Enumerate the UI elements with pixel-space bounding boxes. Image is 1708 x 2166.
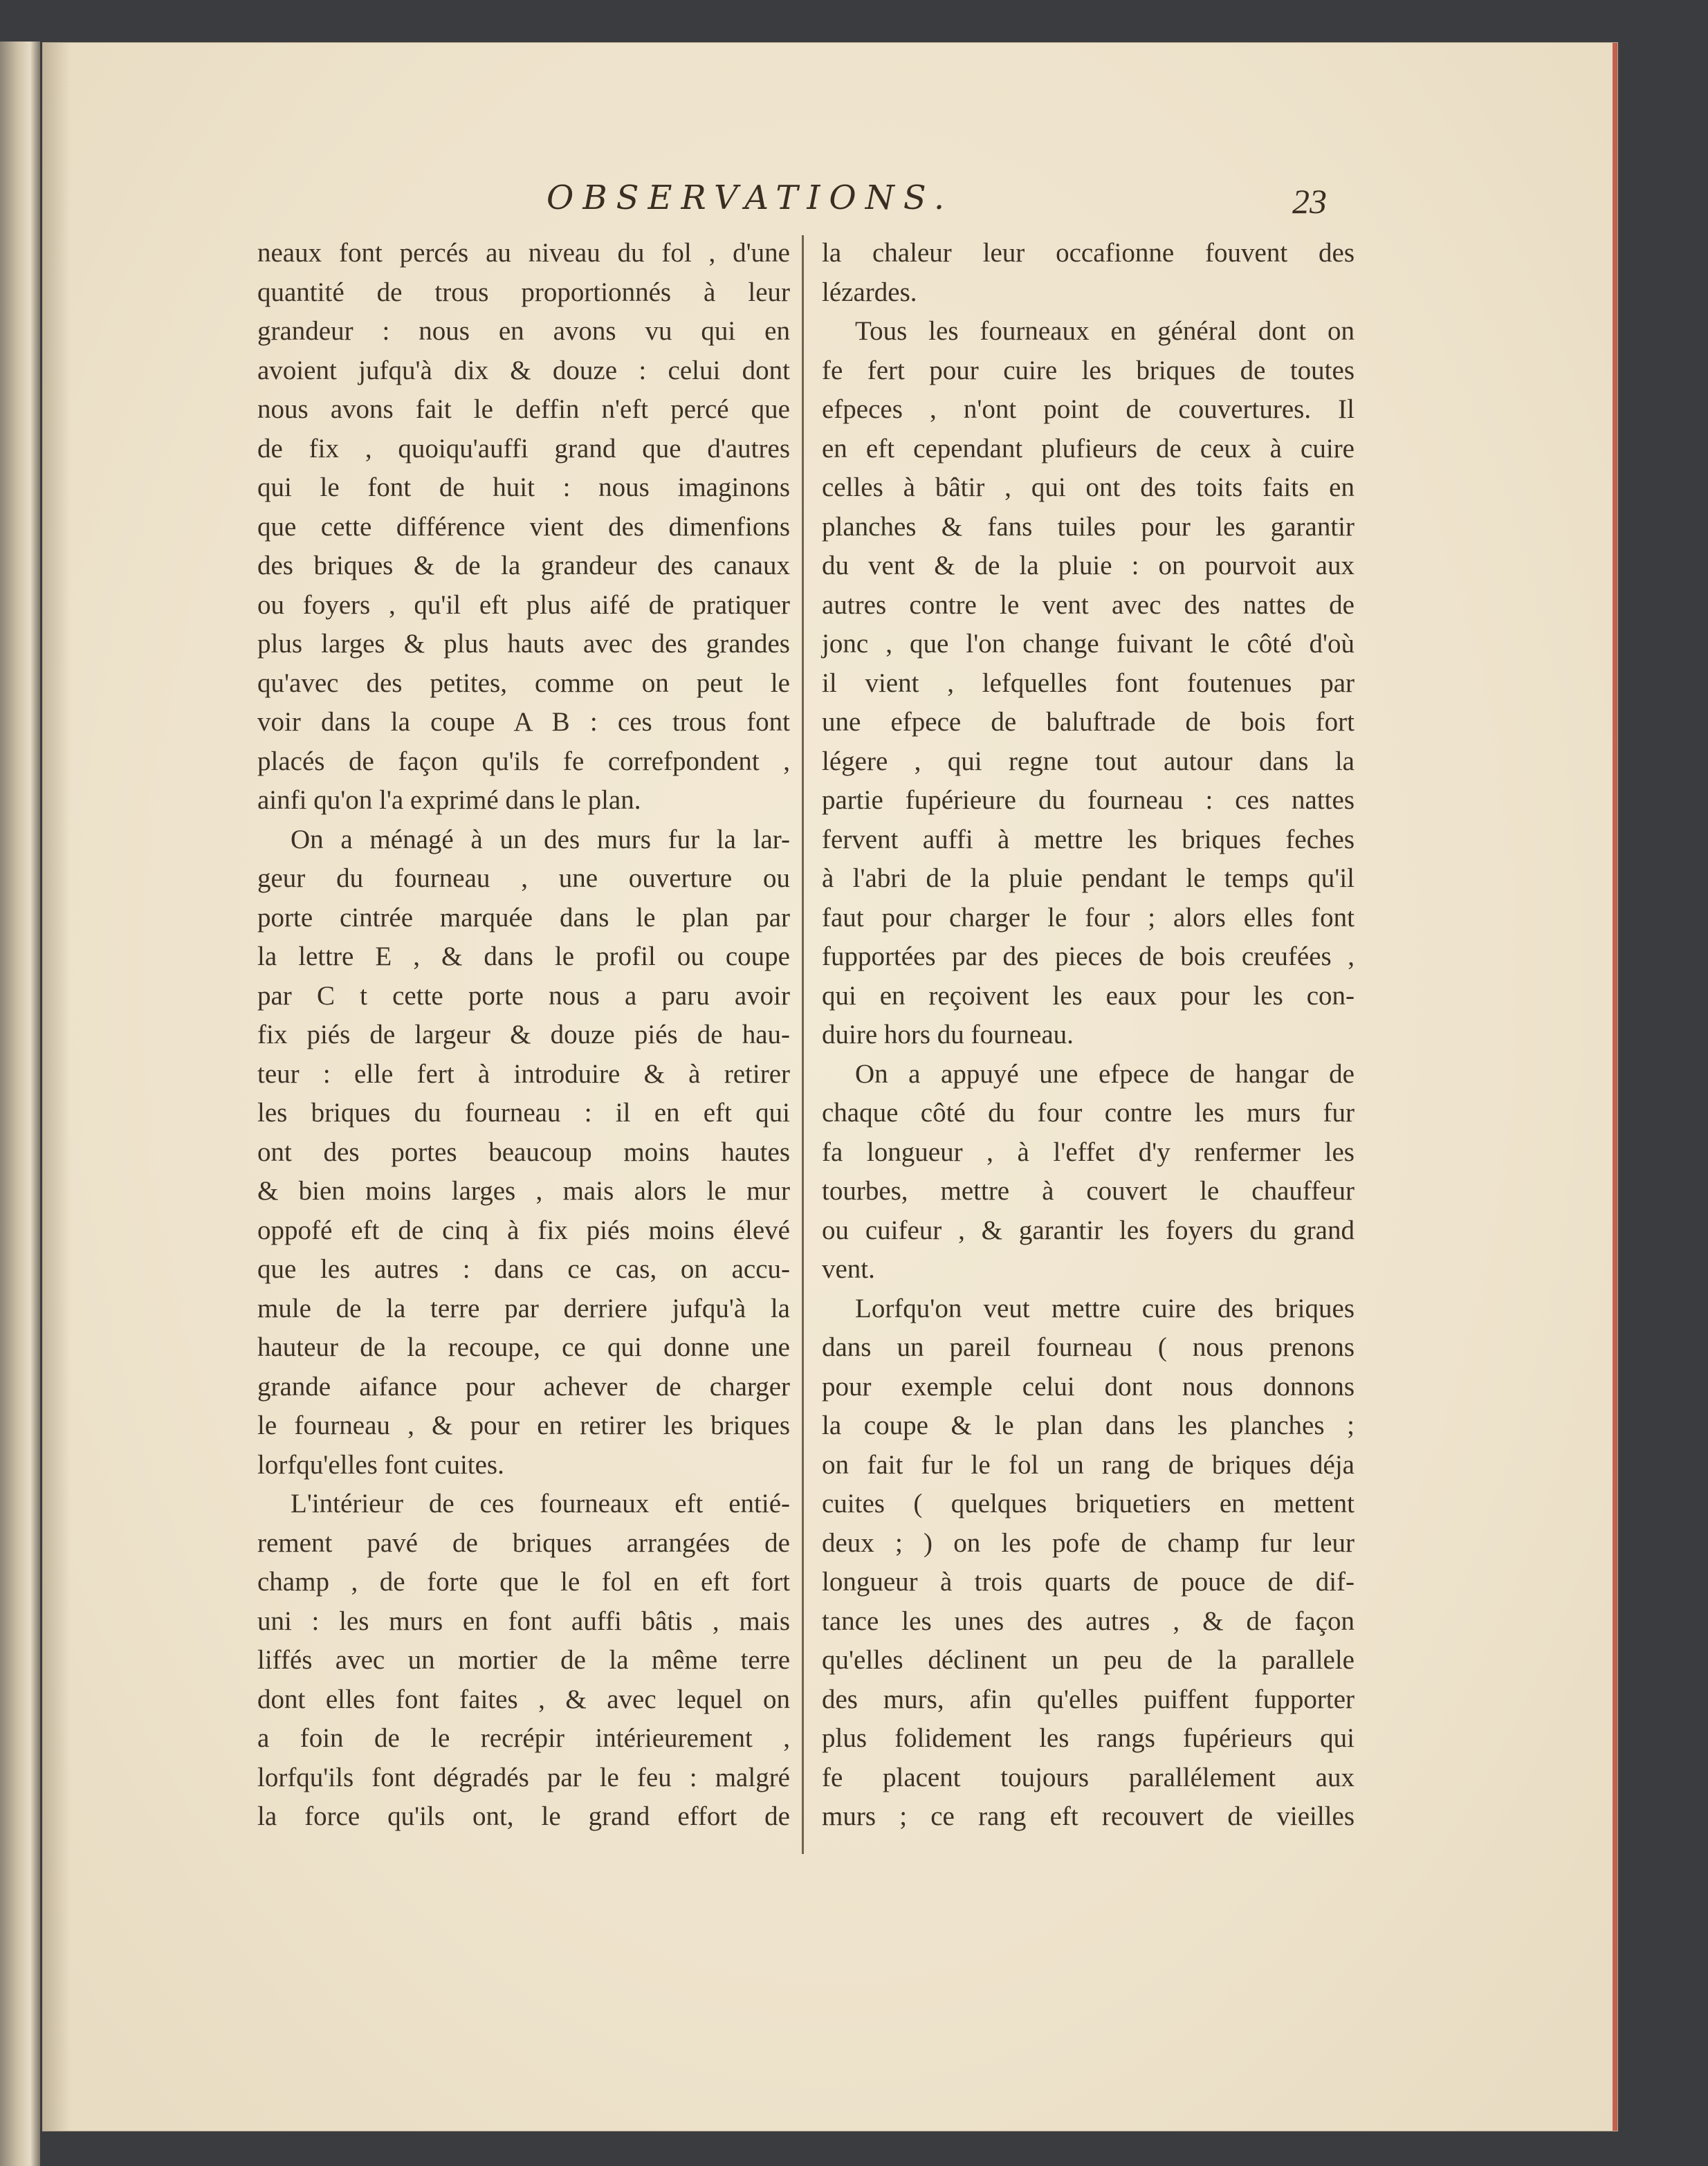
text-line: par C t cette porte nous a paru avoir [257,980,790,1011]
text-line: tourbes, mettre à couvert le chauffeur [822,1176,1355,1206]
text-line: & bien moins larges , mais alors le mur [257,1176,790,1206]
text-line: Tous les fourneaux en général dont on [855,316,1355,346]
text-line: pour exemple celui dont nous donnons [822,1371,1355,1402]
text-line: la coupe & le plan dans les planches ; [822,1411,1355,1440]
text-line: geur du fourneau , une ouverture ou [257,863,790,893]
text-line: celles à bâtir , qui ont des toits faits en [822,472,1355,502]
text-line: murs ; ce rang eft recouvert de vieilles [822,1801,1355,1831]
text-line: fa longueur , à l'effet d'y renfermer les [822,1137,1355,1167]
text-line: ainfi qu'on l'a exprimé dans le plan. [257,785,641,815]
text-line: grandeur : nous en avons vu qui en [257,316,790,346]
text-line: mule de la terre par derriere jufqu'à la [257,1293,790,1323]
text-line: une efpece de baluftrade de bois fort [822,707,1355,737]
text-line: longueur à trois quarts de pouce de dif- [822,1567,1355,1597]
text-line: faut pour charger le four ; alors elles font [822,902,1355,933]
text-line: on fait fur le fol un rang de briques déja [822,1449,1355,1480]
text-line: plus folidement les rangs fupérieurs qui [822,1723,1355,1753]
text-line: des murs, afin qu'elles puiffent fupporter [822,1684,1355,1714]
text-line: autres contre le vent avec des nattes de [822,589,1355,620]
text-line: deux ; ) on les pofe de champ fur leur [822,1527,1355,1558]
text-line: ont des portes beaucoup moins hautes [257,1137,790,1167]
text-line: lézardes. [822,277,917,307]
text-line: On a appuyé une efpece de hangar de [855,1058,1355,1089]
text-line: plus larges & plus hauts avec des grandes [257,629,790,659]
text-line: cuites ( quelques briquetiers en mettent [822,1489,1355,1518]
text-line: efpeces , n'ont point de couvertures. Il [822,394,1355,424]
text-line: lorfqu'ils font dégradés par le feu : malgré [257,1762,790,1792]
text-line: chaque côté du four contre les murs fur [822,1098,1355,1128]
text-column-right [822,234,1355,1837]
text-line: liffés avec un mortier de la même terre [257,1645,790,1675]
text-line: qu'elles déclinent un peu de la parallele [822,1645,1355,1675]
text-line: jonc , que l'on change fuivant le côté d'où [822,629,1355,659]
text-line: grande aifance pour achever de charger [257,1371,790,1402]
text-line: ou cuifeur , & garantir les foyers du grand [822,1215,1355,1245]
text-line: partie fupérieure du fourneau : ces nattes [822,785,1355,815]
text-line: ou foyers , qu'il eft plus aifé de pratiquer [257,589,790,620]
running-title: OBSERVATIONS. [547,178,954,217]
text-line: fupportées par des pieces de bois creufées , [822,942,1355,971]
text-line: dans un pareil fourneau ( nous prenons [822,1332,1355,1362]
text-line: neaux font percés au niveau du fol , d'une [257,238,790,268]
text-line: planches & fans tuiles pour les garantir [822,511,1355,542]
text-line: la chaleur leur occafionne fouvent des [822,238,1355,268]
text-line: Lorfqu'on veut mettre cuire des briques [855,1293,1355,1323]
text-line: L'intérieur de ces fourneaux eft entié- [291,1489,790,1518]
text-line: oppofé eft de cinq à fix piés moins élevé [257,1215,790,1245]
text-line: dont elles font faites , & avec lequel on [257,1684,790,1714]
text-line: porte cintrée marquée dans le plan par [257,902,790,933]
text-line: en eft cependant plufieurs de ceux à cuire [822,433,1355,464]
gutter-shadow [43,43,71,2131]
facing-page-edge [0,42,40,2166]
text-line: uni : les murs en font auffi bâtis , mais [257,1606,790,1636]
text-line: placés de façon qu'ils fe correfpondent , [257,746,790,776]
text-line: champ , de forte que le fol en eft fort [257,1567,790,1597]
text-line: fe fert pour cuire les briques de toutes [822,355,1355,385]
text-line: qui le font de huit : nous imaginons [257,472,790,502]
text-line: fervent auffi à mettre les briques feches [822,824,1355,854]
text-line: que les autres : dans ce cas, on accu- [257,1254,790,1284]
text-line: nous avons fait le deffin n'eft percé que [257,394,790,424]
text-line: que cette différence vient des dimenfions [257,511,790,542]
text-line: du vent & de la pluie : on pourvoit aux [822,551,1355,580]
text-line: vent. [822,1254,875,1284]
text-line: quantité de trous proportionnés à leur [257,277,790,307]
text-line: des briques & de la grandeur des canaux [257,551,790,580]
text-line: voir dans la coupe A B : ces trous font [257,707,790,737]
text-line: avoient jufqu'à dix & douze : celui dont [257,355,790,385]
text-line: à l'abri de la pluie pendant le temps qu'il [822,863,1355,893]
text-line: rement pavé de briques arrangées de [257,1527,790,1558]
text-line: a foin de le recrépir intérieurement , [257,1723,790,1753]
page-number: 23 [1292,182,1327,221]
text-line: lorfqu'elles font cuites. [257,1449,504,1480]
red-page-edge [1613,43,1617,2131]
text-column-left [257,234,790,1837]
column-divider [802,235,804,1854]
text-line: On a ménagé à un des murs fur la lar- [291,824,790,854]
text-line: de fix , quoiqu'auffi grand que d'autres [257,433,790,464]
text-line: hauteur de la recoupe, ce qui donne une [257,1332,790,1362]
text-line: qu'avec des petites, comme on peut le [257,668,790,698]
text-line: la force qu'ils ont, le grand effort de [257,1801,790,1831]
text-line: tance les unes des autres , & de façon [822,1606,1355,1636]
text-line: qui en reçoivent les eaux pour les con- [822,980,1355,1011]
text-line: teur : elle fert à introduire & à retirer [257,1058,790,1089]
text-line: duire hors du fourneau. [822,1020,1074,1049]
text-line: fe placent toujours parallélement aux [822,1762,1355,1792]
text-line: les briques du fourneau : il en eft qui [257,1098,790,1128]
text-line: fix piés de largeur & douze piés de hau- [257,1020,790,1049]
text-line: légere , qui regne tout autour dans la [822,746,1355,776]
text-line: il vient , lefquelles font foutenues par [822,668,1355,698]
text-line: le fourneau , & pour en retirer les briques [257,1411,790,1440]
text-line: la lettre E , & dans le profil ou coupe [257,942,790,971]
